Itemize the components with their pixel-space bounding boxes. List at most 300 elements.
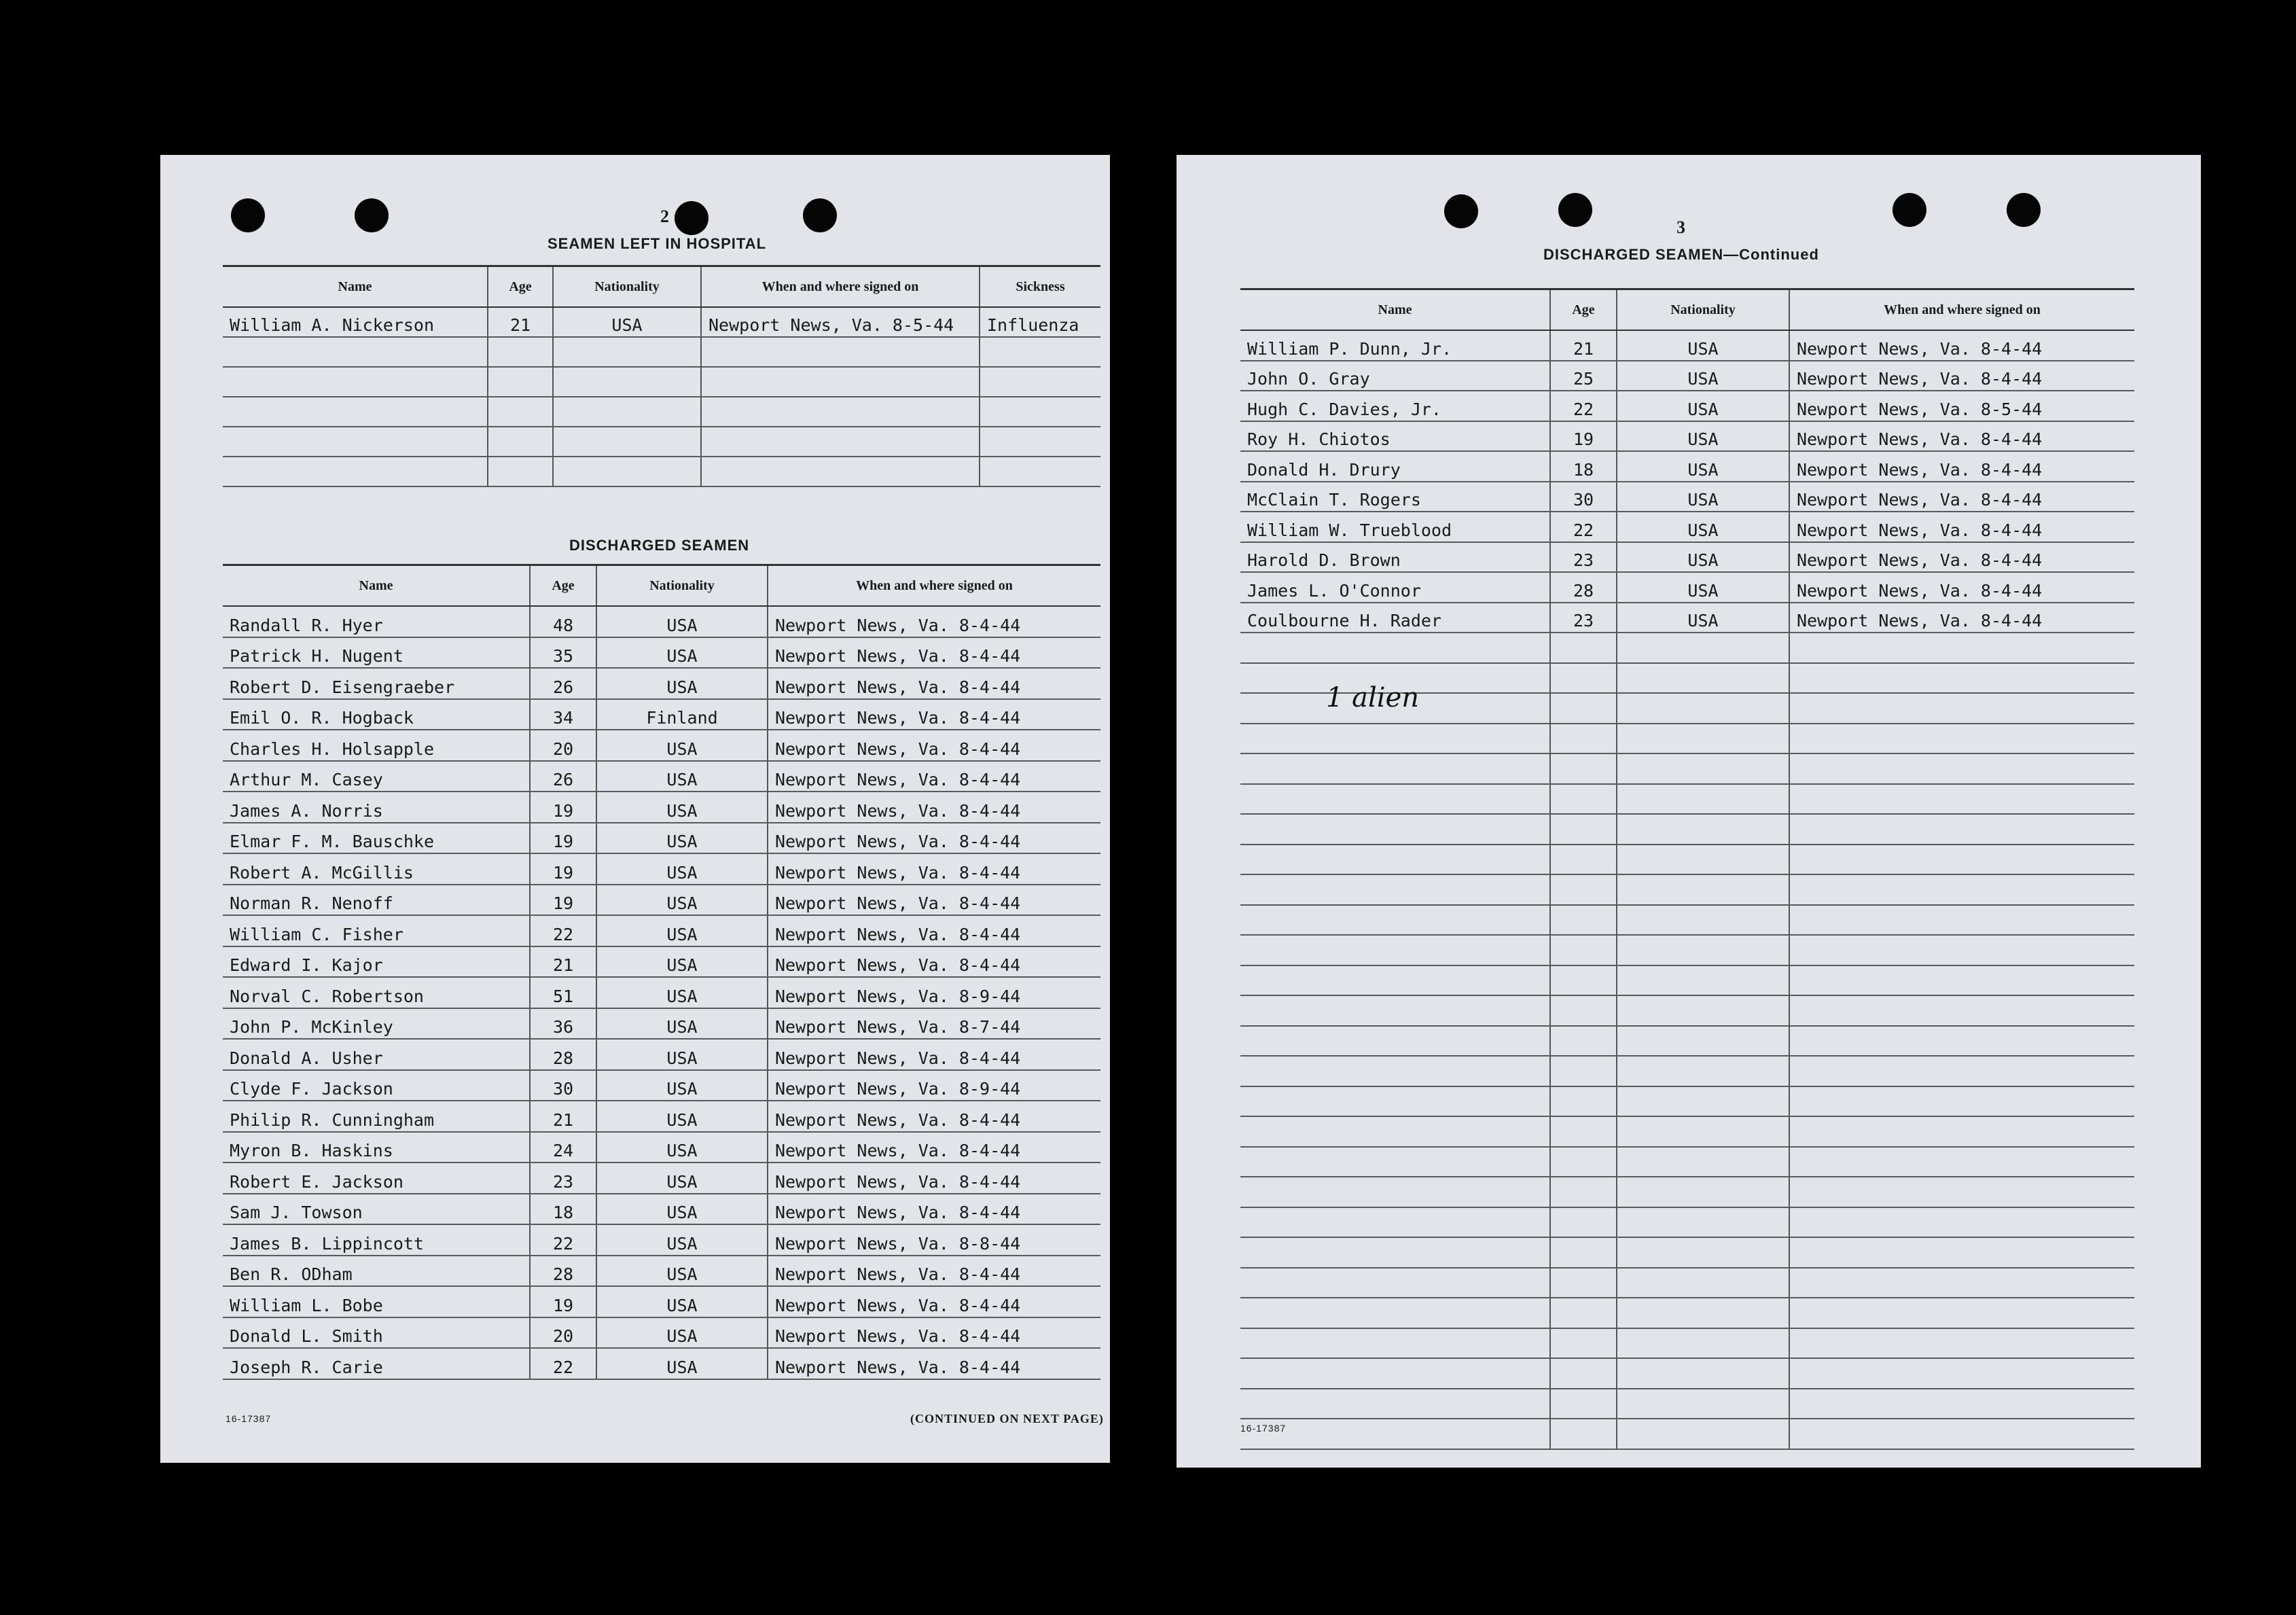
name-cell: Ben R. ODham [223, 1256, 530, 1287]
blank-row [223, 397, 1100, 427]
column-header: Sickness [980, 266, 1100, 308]
nationality-cell: USA [1617, 603, 1789, 633]
blank-row [1240, 1056, 2134, 1086]
nationality-cell [1617, 965, 1789, 996]
age-cell: 19 [530, 823, 596, 854]
blank-row [1240, 1237, 2134, 1268]
place-date-cell: Newport News, Va. 8-8-44 [768, 1224, 1100, 1256]
hospital-table [223, 265, 1100, 487]
nationality-cell: USA [596, 1317, 768, 1349]
table-row [223, 823, 1100, 854]
table-row [1240, 603, 2134, 633]
table-row [223, 606, 1100, 637]
age-cell [488, 427, 553, 457]
place-date-cell: Newport News, Va. 8-4-44 [1789, 330, 2134, 361]
table-row [223, 699, 1100, 730]
place-date-cell [1789, 1358, 2134, 1389]
name-cell [1240, 1026, 1550, 1057]
table-row [223, 792, 1100, 823]
age-cell: 22 [530, 1224, 596, 1256]
place-date-cell [1789, 965, 2134, 996]
binder-hole [1444, 194, 1478, 228]
column-header: When and where signed on [768, 565, 1100, 607]
name-cell [1240, 874, 1550, 905]
place-date-cell: Newport News, Va. 8-4-44 [768, 792, 1100, 823]
nationality-cell: USA [1617, 330, 1789, 361]
nationality-cell: USA [1617, 482, 1789, 512]
age-cell [1550, 1086, 1617, 1117]
nationality-cell: USA [596, 668, 768, 699]
sickness-cell [980, 457, 1100, 486]
name-cell: Randall R. Hyer [223, 606, 530, 637]
nationality-cell: USA [596, 1224, 768, 1256]
blank-row [1240, 1207, 2134, 1238]
place-date-cell: Newport News, Va. 8-4-44 [768, 668, 1100, 699]
binder-hole [675, 201, 708, 235]
blank-row [1240, 995, 2134, 1026]
name-cell [1240, 1056, 1550, 1086]
age-cell: 25 [1550, 361, 1617, 391]
place-date-cell: Newport News, Va. 8-9-44 [768, 977, 1100, 1008]
age-cell [1550, 845, 1617, 875]
place-date-cell: Newport News, Va. 8-4-44 [768, 853, 1100, 885]
sickness-cell [980, 367, 1100, 397]
age-cell [1550, 1358, 1617, 1389]
nationality-cell: USA [1617, 542, 1789, 573]
age-cell [488, 457, 553, 486]
age-cell [1550, 874, 1617, 905]
age-cell: 18 [1550, 451, 1617, 482]
age-cell: 18 [530, 1194, 596, 1225]
name-cell: Donald H. Drury [1240, 451, 1550, 482]
nationality-cell [553, 397, 701, 427]
nationality-cell [1617, 1116, 1789, 1147]
nationality-cell: USA [596, 885, 768, 916]
age-cell: 20 [530, 1317, 596, 1349]
name-cell [1240, 965, 1550, 996]
table-row [223, 730, 1100, 761]
table-row [223, 1317, 1100, 1349]
binder-hole [1558, 193, 1592, 227]
column-header: Nationality [1617, 289, 1789, 331]
sickness-cell [980, 337, 1100, 367]
name-cell: John P. McKinley [223, 1008, 530, 1040]
nationality-cell [1617, 693, 1789, 724]
place-date-cell: Newport News, Va. 8-4-44 [768, 1256, 1100, 1287]
place-date-cell [1789, 1177, 2134, 1207]
column-header: Name [1240, 289, 1550, 331]
blank-row [1240, 1389, 2134, 1419]
name-cell: Norman R. Nenoff [223, 885, 530, 916]
binder-hole [803, 198, 837, 232]
name-cell [1240, 1298, 1550, 1328]
name-cell [1240, 845, 1550, 875]
blank-row [1240, 1268, 2134, 1298]
table-row [223, 1348, 1100, 1379]
place-date-cell: Newport News, Va. 8-4-44 [768, 1317, 1100, 1349]
place-date-cell: Newport News, Va. 8-4-44 [1789, 603, 2134, 633]
column-header: Age [1550, 289, 1617, 331]
nationality-cell [1617, 663, 1789, 694]
place-date-cell [1789, 1056, 2134, 1086]
name-cell [1240, 753, 1550, 784]
name-cell: Sam J. Towson [223, 1194, 530, 1225]
place-date-cell: Newport News, Va. 8-9-44 [768, 1070, 1100, 1101]
nationality-cell [1617, 1237, 1789, 1268]
age-cell: 35 [530, 637, 596, 669]
age-cell: 19 [530, 792, 596, 823]
age-cell [1550, 1147, 1617, 1177]
age-cell [1550, 935, 1617, 965]
signed-cell [701, 337, 980, 367]
signed-cell [701, 397, 980, 427]
name-cell: Roy H. Chiotos [1240, 421, 1550, 452]
name-cell [1240, 633, 1550, 663]
column-header: Nationality [553, 266, 701, 308]
place-date-cell: Newport News, Va. 8-4-44 [1789, 572, 2134, 603]
place-date-cell: Newport News, Va. 8-4-44 [768, 761, 1100, 792]
name-cell [1240, 995, 1550, 1026]
name-cell [1240, 1116, 1550, 1147]
left-page [160, 155, 1110, 1463]
nationality-cell [553, 427, 701, 457]
place-date-cell [1789, 693, 2134, 724]
name-cell [1240, 905, 1550, 936]
nationality-cell: USA [1617, 572, 1789, 603]
blank-row [223, 367, 1100, 397]
place-date-cell [1789, 1207, 2134, 1238]
place-date-cell [1789, 1328, 2134, 1359]
table-row [1240, 542, 2134, 573]
nationality-cell: USA [596, 977, 768, 1008]
name-cell: McClain T. Rogers [1240, 482, 1550, 512]
age-cell [1550, 1419, 1617, 1449]
binder-hole [231, 198, 265, 232]
name-cell: Robert A. McGillis [223, 853, 530, 885]
place-date-cell: Newport News, Va. 8-4-44 [1789, 542, 2134, 573]
nationality-cell: USA [596, 606, 768, 637]
place-date-cell: Newport News, Va. 8-4-44 [768, 946, 1100, 978]
age-cell: 22 [530, 915, 596, 946]
sickness-cell [980, 427, 1100, 457]
place-date-cell: Newport News, Va. 8-4-44 [768, 823, 1100, 854]
age-cell [1550, 693, 1617, 724]
table-row [1240, 330, 2134, 361]
table-row [223, 307, 1100, 337]
nationality-cell: USA [596, 1039, 768, 1070]
table-row [223, 977, 1100, 1008]
sickness-cell: Influenza [980, 307, 1100, 337]
nationality-cell: USA [596, 792, 768, 823]
table-row [1240, 572, 2134, 603]
nationality-cell [553, 337, 701, 367]
name-cell [1240, 1358, 1550, 1389]
age-cell [1550, 1207, 1617, 1238]
place-date-cell [1789, 905, 2134, 936]
place-date-cell [1789, 1389, 2134, 1419]
place-date-cell: Newport News, Va. 8-5-44 [1789, 391, 2134, 421]
table-row [1240, 451, 2134, 482]
place-date-cell [1789, 1419, 2134, 1449]
nationality-cell: USA [1617, 421, 1789, 452]
name-cell: William P. Dunn, Jr. [1240, 330, 1550, 361]
handwritten-note: 1 alien [1326, 682, 1420, 713]
age-cell: 26 [530, 761, 596, 792]
name-cell: Clyde F. Jackson [223, 1070, 530, 1101]
age-cell: 19 [530, 885, 596, 916]
name-cell: Emil O. R. Hogback [223, 699, 530, 730]
table-row [1240, 421, 2134, 452]
name-cell: Robert D. Eisengraeber [223, 668, 530, 699]
age-cell: 22 [530, 1348, 596, 1379]
nationality-cell: USA [1617, 391, 1789, 421]
nationality-cell [1617, 1207, 1789, 1238]
name-cell: James B. Lippincott [223, 1224, 530, 1256]
table-row [223, 1256, 1100, 1287]
name-cell: John O. Gray [1240, 361, 1550, 391]
name-cell [1240, 814, 1550, 845]
discharged-table [223, 564, 1100, 1380]
nationality-cell: USA [596, 1132, 768, 1163]
place-date-cell: Newport News, Va. 8-4-44 [768, 1101, 1100, 1132]
nationality-cell [1617, 724, 1789, 754]
form-number: 16-17387 [226, 1413, 272, 1424]
nationality-cell: USA [596, 1163, 768, 1194]
age-cell: 23 [1550, 603, 1617, 633]
age-cell: 24 [530, 1132, 596, 1163]
nationality-cell: USA [596, 730, 768, 761]
place-date-cell [1789, 663, 2134, 694]
name-cell: Arthur M. Casey [223, 761, 530, 792]
age-cell: 19 [1550, 421, 1617, 452]
nationality-cell: USA [596, 853, 768, 885]
blank-row [1240, 905, 2134, 936]
place-date-cell: Newport News, Va. 8-7-44 [768, 1008, 1100, 1040]
binder-hole [2007, 193, 2041, 227]
nationality-cell [1617, 905, 1789, 936]
blank-row [1240, 1086, 2134, 1117]
place-date-cell: Newport News, Va. 8-4-44 [768, 1132, 1100, 1163]
place-date-cell: Newport News, Va. 8-4-44 [1789, 512, 2134, 542]
name-cell: Harold D. Brown [1240, 542, 1550, 573]
age-cell [1550, 1026, 1617, 1057]
name-cell: William A. Nickerson [223, 307, 488, 337]
place-date-cell: Newport News, Va. 8-4-44 [768, 1348, 1100, 1379]
table-row [223, 1070, 1100, 1101]
place-date-cell: Newport News, Va. 8-4-44 [768, 606, 1100, 637]
place-date-cell [1789, 874, 2134, 905]
signed-cell [701, 427, 980, 457]
name-cell [1240, 1177, 1550, 1207]
page-number: 3 [1676, 217, 1685, 237]
place-date-cell [1789, 845, 2134, 875]
age-cell: 22 [1550, 391, 1617, 421]
table-row [223, 915, 1100, 946]
nationality-cell [1617, 633, 1789, 663]
signed-cell [701, 457, 980, 486]
discharged-section-title: DISCHARGED SEAMEN [569, 537, 750, 554]
age-cell [1550, 995, 1617, 1026]
name-cell: Donald A. Usher [223, 1039, 530, 1070]
age-cell [1550, 633, 1617, 663]
name-cell [1240, 1207, 1550, 1238]
table-row [223, 885, 1100, 916]
age-cell: 34 [530, 699, 596, 730]
name-cell [1240, 1237, 1550, 1268]
nationality-cell [1617, 753, 1789, 784]
blank-row [223, 427, 1100, 457]
place-date-cell: Newport News, Va. 8-4-44 [768, 915, 1100, 946]
nationality-cell [1617, 1026, 1789, 1057]
name-cell [1240, 1268, 1550, 1298]
table-row [223, 668, 1100, 699]
blank-row [1240, 1358, 2134, 1389]
age-cell [1550, 753, 1617, 784]
name-cell: Elmar F. M. Bauschke [223, 823, 530, 854]
right-page [1177, 155, 2201, 1468]
place-date-cell [1789, 1086, 2134, 1117]
place-date-cell: Newport News, Va. 8-4-44 [768, 730, 1100, 761]
hospital-section-title: SEAMEN LEFT IN HOSPITAL [548, 235, 767, 252]
age-cell: 51 [530, 977, 596, 1008]
age-cell [1550, 1237, 1617, 1268]
age-cell [1550, 724, 1617, 754]
nationality-cell [1617, 1268, 1789, 1298]
name-cell: Charles H. Holsapple [223, 730, 530, 761]
nationality-cell [1617, 935, 1789, 965]
blank-row [1240, 1419, 2134, 1449]
table-row [1240, 361, 2134, 391]
table-row [223, 1132, 1100, 1163]
nationality-cell [1617, 784, 1789, 815]
nationality-cell: USA [1617, 512, 1789, 542]
place-date-cell: Newport News, Va. 8-4-44 [768, 637, 1100, 669]
name-cell: Coulbourne H. Rader [1240, 603, 1550, 633]
age-cell [1550, 814, 1617, 845]
blank-row [1240, 784, 2134, 815]
age-cell: 23 [530, 1163, 596, 1194]
name-cell: Patrick H. Nugent [223, 637, 530, 669]
age-cell [1550, 905, 1617, 936]
nationality-cell [1617, 1298, 1789, 1328]
name-cell: William W. Trueblood [1240, 512, 1550, 542]
place-date-cell [1789, 753, 2134, 784]
column-header: When and where signed on [701, 266, 980, 308]
nationality-cell [1617, 1056, 1789, 1086]
discharged-continued-table [1240, 288, 2134, 1450]
name-cell [1240, 1389, 1550, 1419]
name-cell: William L. Bobe [223, 1286, 530, 1317]
nationality-cell [1617, 1389, 1789, 1419]
age-cell [1550, 784, 1617, 815]
name-cell [1240, 1147, 1550, 1177]
place-date-cell [1789, 814, 2134, 845]
age-cell: 21 [530, 946, 596, 978]
name-cell: Joseph R. Carie [223, 1348, 530, 1379]
signed-cell [701, 367, 980, 397]
table-row [223, 1224, 1100, 1256]
name-cell: Hugh C. Davies, Jr. [1240, 391, 1550, 421]
nationality-cell [1617, 1419, 1789, 1449]
name-cell: James A. Norris [223, 792, 530, 823]
nationality-cell [1617, 1177, 1789, 1207]
name-cell [1240, 1419, 1550, 1449]
blank-row [1240, 845, 2134, 875]
page-number: 2 [660, 207, 669, 226]
column-header: When and where signed on [1789, 289, 2134, 331]
place-date-cell: Newport News, Va. 8-4-44 [768, 1039, 1100, 1070]
column-header: Name [223, 266, 488, 308]
table-row [223, 1163, 1100, 1194]
place-date-cell: Newport News, Va. 8-4-44 [768, 885, 1100, 916]
age-cell: 48 [530, 606, 596, 637]
age-cell [1550, 1328, 1617, 1359]
table-row [223, 1039, 1100, 1070]
place-date-cell: Newport News, Va. 8-4-44 [768, 1286, 1100, 1317]
place-date-cell [1789, 1298, 2134, 1328]
place-date-cell [1789, 784, 2134, 815]
age-cell: 22 [1550, 512, 1617, 542]
age-cell [1550, 1116, 1617, 1147]
name-cell [223, 457, 488, 486]
age-cell: 28 [530, 1039, 596, 1070]
sickness-cell [980, 397, 1100, 427]
age-cell [1550, 1298, 1617, 1328]
age-cell: 21 [530, 1101, 596, 1132]
name-cell [1240, 784, 1550, 815]
name-cell: Norval C. Robertson [223, 977, 530, 1008]
place-date-cell [1789, 995, 2134, 1026]
table-row [1240, 512, 2134, 542]
place-date-cell [1789, 1147, 2134, 1177]
name-cell: James L. O'Connor [1240, 572, 1550, 603]
place-date-cell: Newport News, Va. 8-4-44 [768, 1194, 1100, 1225]
nationality-cell: USA [596, 1101, 768, 1132]
age-cell: 26 [530, 668, 596, 699]
table-row [223, 946, 1100, 978]
nationality-cell: Finland [596, 699, 768, 730]
blank-row [1240, 1298, 2134, 1328]
age-cell: 21 [488, 307, 553, 337]
table-row [223, 1101, 1100, 1132]
name-cell [223, 337, 488, 367]
name-cell [1240, 724, 1550, 754]
blank-row [223, 337, 1100, 367]
column-header: Nationality [596, 565, 768, 607]
page-title: DISCHARGED SEAMEN—Continued [1543, 246, 1819, 263]
age-cell: 19 [530, 853, 596, 885]
age-cell: 20 [530, 730, 596, 761]
form-number: 16-17387 [1240, 1423, 1287, 1434]
nationality-cell [1617, 1358, 1789, 1389]
blank-row [1240, 724, 2134, 754]
nationality-cell [1617, 814, 1789, 845]
place-date-cell [1789, 1026, 2134, 1057]
age-cell: 28 [1550, 572, 1617, 603]
age-cell: 30 [1550, 482, 1617, 512]
blank-row [1240, 874, 2134, 905]
column-header: Name [223, 565, 530, 607]
age-cell: 28 [530, 1256, 596, 1287]
name-cell [223, 367, 488, 397]
continued-note: (CONTINUED ON NEXT PAGE) [910, 1412, 1104, 1425]
blank-row [1240, 965, 2134, 996]
blank-row [1240, 633, 2134, 663]
name-cell [223, 427, 488, 457]
blank-row [1240, 1026, 2134, 1057]
nationality-cell [1617, 1086, 1789, 1117]
name-cell: William C. Fisher [223, 915, 530, 946]
